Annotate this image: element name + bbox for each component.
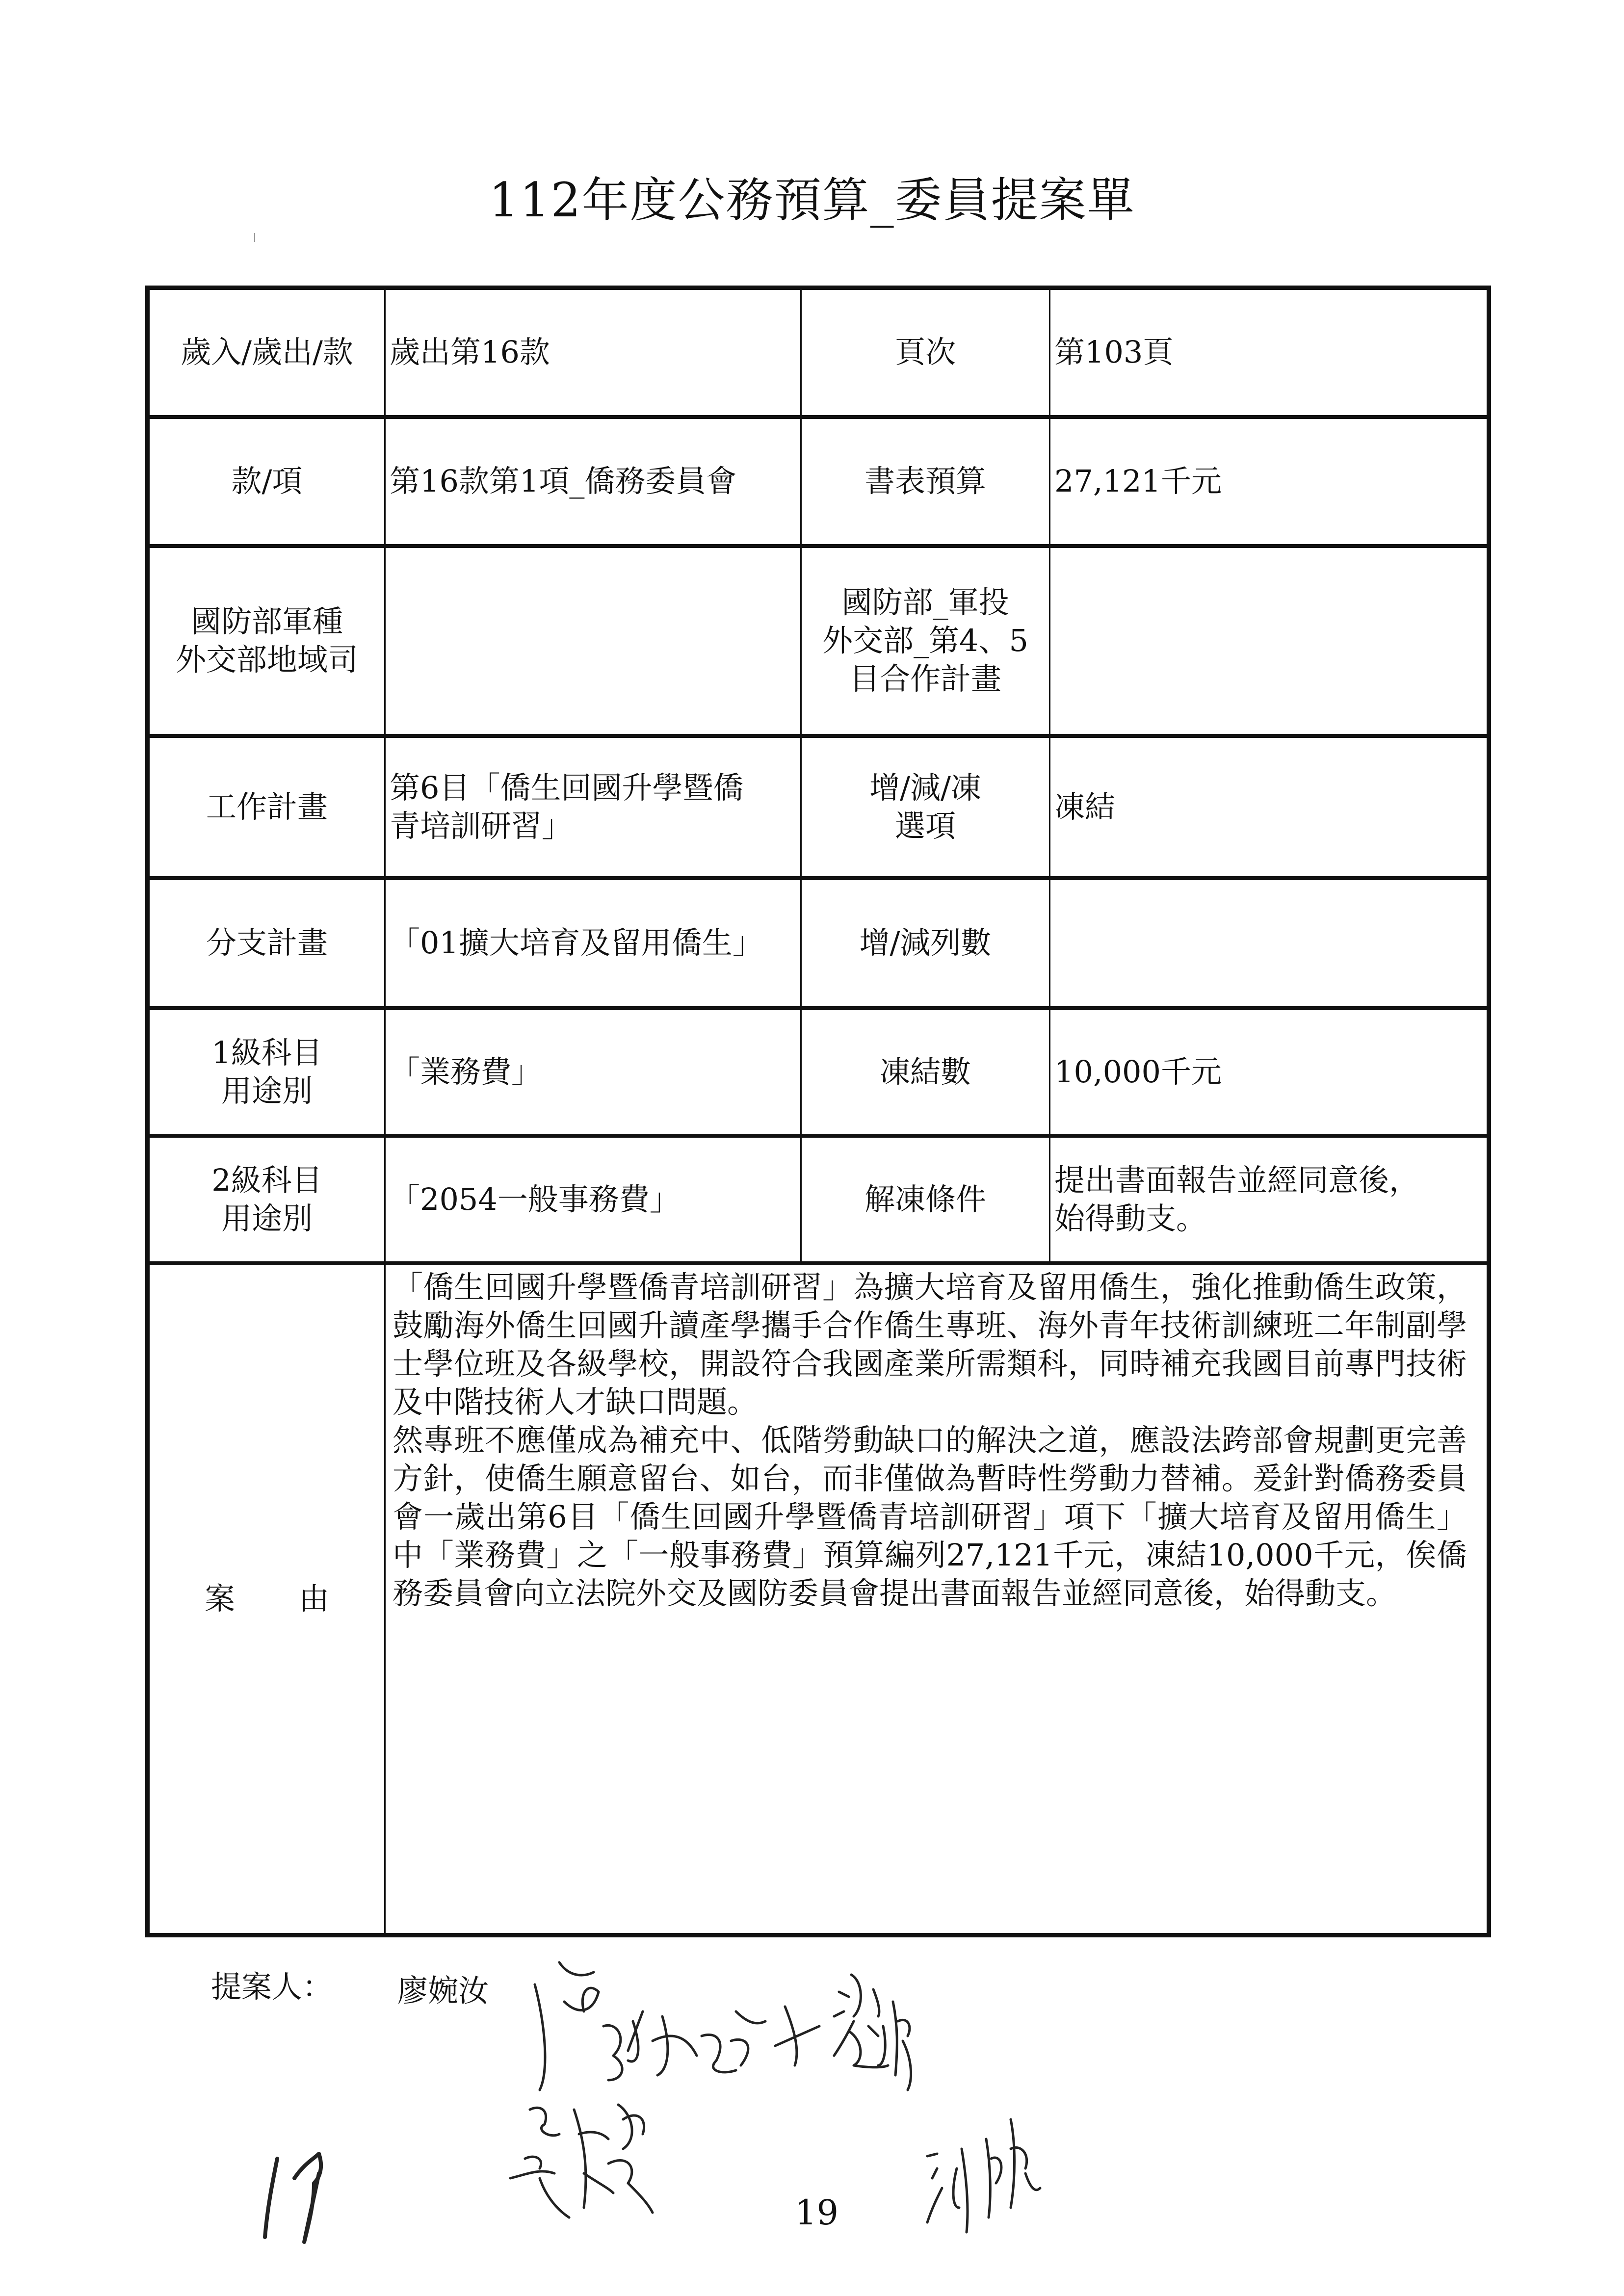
form-row-reason	[148, 1263, 1489, 1935]
label-defense-foreign-division	[148, 546, 385, 736]
signature-number	[265, 2154, 321, 2242]
label-level2-subject	[148, 1136, 385, 1263]
label-book-budget: 書表預算	[801, 417, 1050, 546]
label-revenue-expenditure-section: 歲入/歲出/款	[148, 288, 385, 417]
form-row	[148, 417, 1489, 546]
proposer-name: 廖婉汝	[397, 1973, 489, 2009]
label-char: 由	[299, 1581, 330, 1617]
value-adjust-option: 凍結	[1050, 736, 1489, 878]
proposal-form-table	[145, 286, 1491, 1937]
form-row	[148, 1136, 1489, 1263]
form-row	[148, 1008, 1489, 1136]
label-section-item: 款/項	[148, 417, 385, 546]
label-line: 增/減/凍	[869, 769, 981, 806]
value-unfreeze-condition	[1050, 1136, 1489, 1263]
value-work-plan	[385, 736, 801, 878]
value-line: 第6目「僑生回國升學暨僑	[390, 769, 744, 806]
label-char: 案	[204, 1581, 235, 1617]
label-level1-subject	[148, 1008, 385, 1136]
value-level2-subject: 「2054一般事務費」	[385, 1136, 801, 1263]
label-defense-foreign-plan	[801, 546, 1050, 736]
form-row	[148, 546, 1489, 736]
label-unfreeze-condition: 解凍條件	[801, 1136, 1050, 1263]
reason-text	[385, 1263, 1489, 1935]
label-adjust-amount: 增/減列數	[801, 878, 1050, 1008]
value-line: 始得動支。	[1054, 1200, 1207, 1236]
value-adjust-amount	[1050, 878, 1489, 1008]
label-line: 用途別	[221, 1072, 313, 1109]
label-line: 目合作計畫	[849, 661, 1001, 697]
value-branch-plan: 「01擴大培育及留用僑生」	[385, 878, 801, 1008]
label-frozen-amount: 凍結數	[801, 1008, 1050, 1136]
value-section-item: 第16款第1項_僑務委員會	[385, 417, 801, 546]
form-row	[148, 878, 1489, 1008]
label-reason	[148, 1263, 385, 1935]
proposer-label: 提案人：	[211, 1969, 333, 2005]
scan-artifact	[254, 233, 255, 242]
label-work-plan: 工作計畫	[148, 736, 385, 878]
signature-1	[535, 1962, 819, 2090]
value-frozen-amount: 10,000千元	[1050, 1008, 1489, 1136]
label-line: 外交部_第4、5	[822, 623, 1028, 658]
value-book-budget: 27,121千元	[1050, 417, 1489, 546]
page-title: 112年度公務預算_委員提案單	[489, 173, 1135, 228]
value-page: 第103頁	[1050, 288, 1489, 417]
value-level1-subject: 「業務費」	[385, 1008, 801, 1136]
value-revenue-expenditure-section: 歲出第16款	[385, 288, 801, 417]
reason-paragraph: 然專班不應僅成為補充中、低階勞動缺口的解決之道，應設法跨部會規劃更完善方針，使僑生願意留台、如台，而非僅做為暫時性勞動力替補。爰針對僑務委員會一歲出第6目「僑生回國升學暨僑青培訓研習」項下「擴大培育及留用僑生」中「業務費」之「一般事務費」預算編列27,121千元，凍結10,000千元，俟僑務委員會向立法院外交及國防委員會提出書面報告並經同意後，始得動支。	[393, 1422, 1467, 1611]
label-adjust-option	[801, 736, 1050, 878]
label-line: 2級科目	[211, 1162, 322, 1198]
label-line: 國防部_軍投	[841, 584, 1009, 620]
label-line: 外交部地域司	[175, 642, 358, 678]
signature-3	[510, 2105, 653, 2218]
value-line: 提出書面報告並經同意後，	[1054, 1162, 1420, 1198]
value-defense-foreign-division	[385, 546, 801, 736]
label-page: 頁次	[801, 288, 1050, 417]
value-line: 青培訓研習」	[390, 808, 573, 844]
label-line: 選項	[894, 808, 956, 844]
label-line: 用途別	[221, 1200, 313, 1236]
label-line: 1級科目	[211, 1034, 322, 1070]
label-line: 國防部軍種	[190, 603, 343, 639]
label-branch-plan: 分支計畫	[148, 878, 385, 1008]
reason-paragraph: 「僑生回國升學暨僑青培訓研習」為擴大培育及留用僑生，強化推動僑生政策，鼓勵海外僑生回國升讀產學攜手合作僑生專班、海外青年技術訓練班二年制副學士學位班及各級學校，開設符合我國產業所需類科，同時補充我國目前專門技術及中階技術人才缺口問題。	[393, 1269, 1467, 1420]
value-defense-foreign-plan	[1050, 546, 1489, 736]
signature-2	[834, 1975, 911, 2090]
form-row	[148, 736, 1489, 878]
form-row	[148, 288, 1489, 417]
page-number: 19	[795, 2192, 839, 2233]
signature-4	[927, 2119, 1040, 2232]
